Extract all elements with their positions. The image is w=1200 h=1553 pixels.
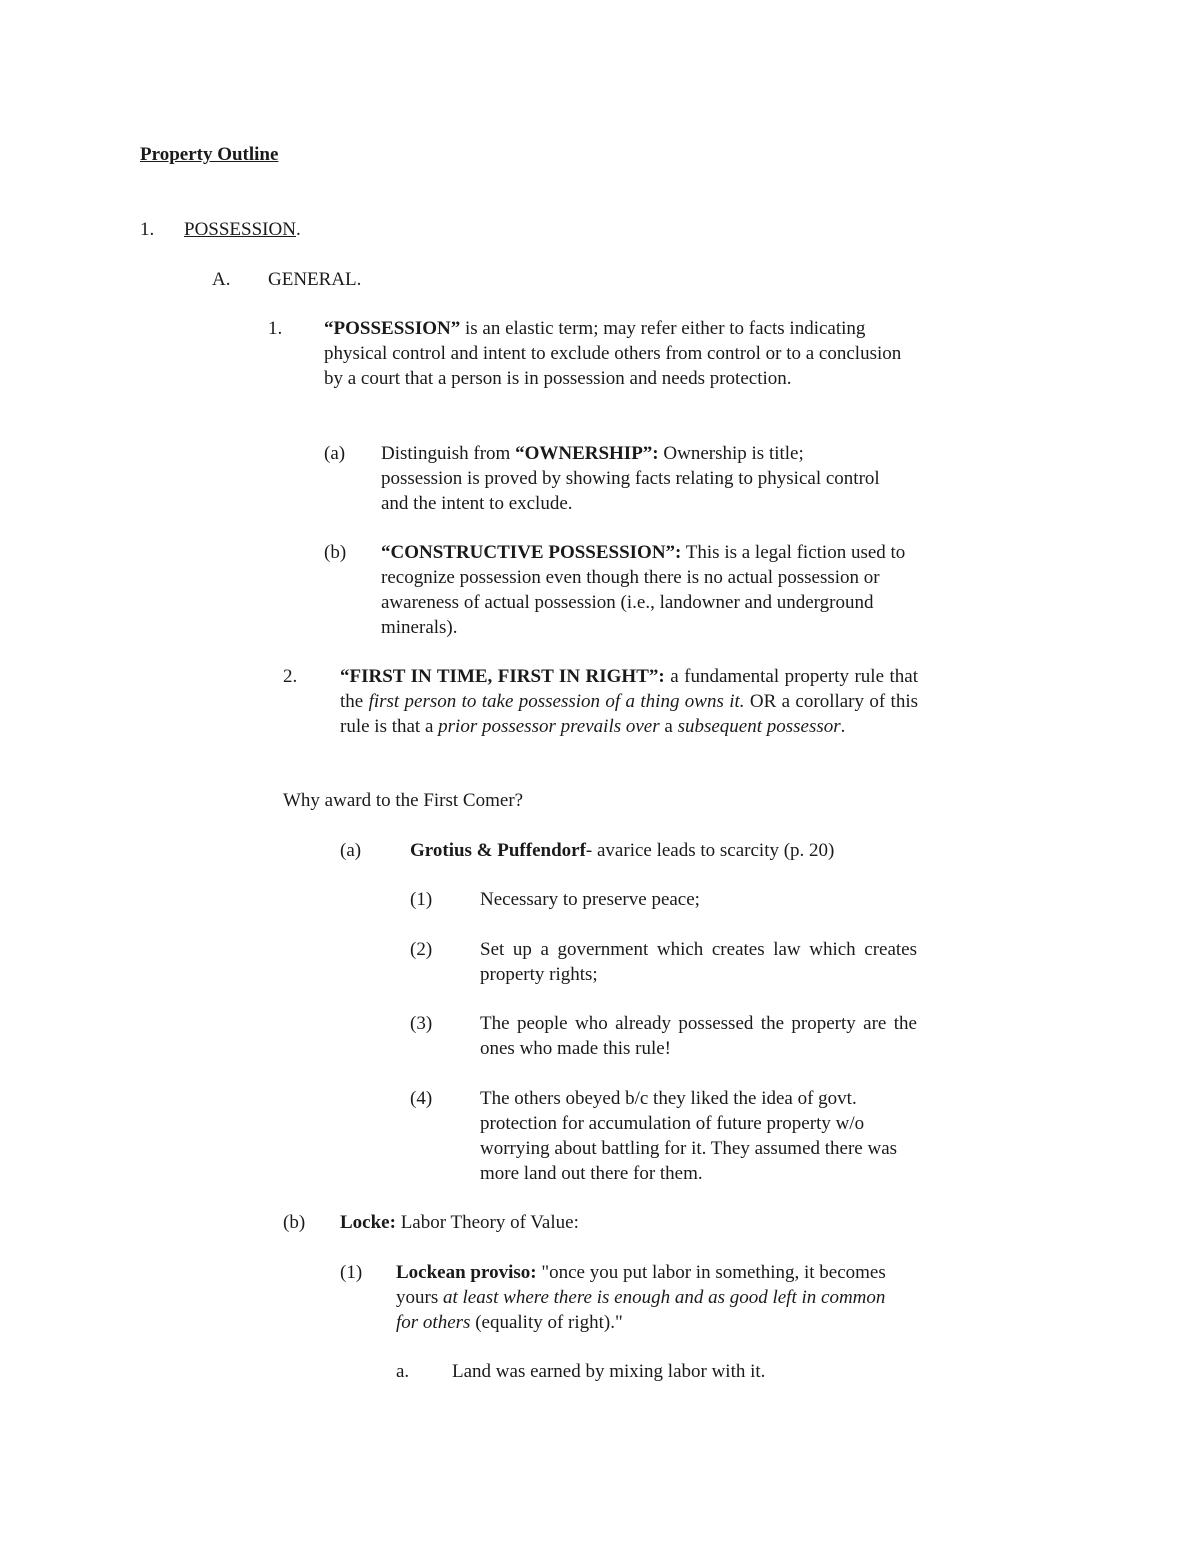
section-1-number: 1. xyxy=(140,219,155,240)
section-1-tail: . xyxy=(295,219,301,240)
item-1a-term: “OWNERSHIP”: xyxy=(515,443,659,464)
item-2-number: 2. xyxy=(283,666,298,687)
item-2-emph1: first person to take possession of a thing owns it. xyxy=(368,691,745,712)
locke-body: Labor Theory of Value: xyxy=(395,1212,579,1233)
item-2-emph2: prior possessor prevails over xyxy=(438,716,660,737)
grotius-3-marker: (3) xyxy=(410,1013,433,1034)
section-1-heading xyxy=(184,217,301,242)
grotius-4-marker: (4) xyxy=(410,1088,433,1109)
item-1b-text xyxy=(381,540,921,640)
lockean-proviso-marker: (1) xyxy=(340,1262,363,1283)
item-1a-text xyxy=(381,441,889,516)
item-1-term: “POSSESSION” xyxy=(324,318,461,339)
item-1a-marker: (a) xyxy=(324,443,346,464)
item-1a-body: Ownership is title; possession is proved by showing facts relating to physical control and the intent to exclude. xyxy=(381,443,880,514)
item-2-part1: a fundamental property rule that the xyxy=(340,666,919,712)
section-1-label: POSSESSION xyxy=(184,219,296,240)
lockean-proviso-emph: at least where there is enough and as good left in common for others xyxy=(396,1287,886,1333)
locke-term: Locke: xyxy=(340,1212,396,1233)
item-1a-pre: Distinguish from xyxy=(381,443,516,464)
item-2-emph3: subsequent possessor xyxy=(677,716,841,737)
grotius-1-text: Necessary to preserve peace; xyxy=(480,889,700,910)
item-2-part4: . xyxy=(840,716,846,737)
item-1-body: is an elastic term; may refer either to facts indicating physical control and intent to exclude others from control or to a conclusion by a court that a person is in possession and needs protection. xyxy=(324,318,902,389)
item-2-term: “FIRST IN TIME, FIRST IN RIGHT”: xyxy=(340,666,665,687)
lockean-a-marker: a. xyxy=(396,1361,410,1382)
grotius-term: Grotius & Puffendorf xyxy=(410,840,586,861)
lockean-proviso-part2: (equality of right)." xyxy=(470,1312,623,1333)
item-1-number: 1. xyxy=(268,318,283,339)
lockean-a-text: Land was earned by mixing labor with it. xyxy=(452,1361,766,1382)
subsection-a-letter: A. xyxy=(212,269,231,290)
grotius-2-marker: (2) xyxy=(410,939,433,960)
item-1-text xyxy=(324,316,924,391)
grotius-2-text: Set up a government which creates law which creates property rights; xyxy=(480,939,917,985)
item-1b-term: “CONSTRUCTIVE POSSESSION”: xyxy=(381,542,682,563)
page-title: Property Outline xyxy=(140,144,279,165)
grotius-text xyxy=(410,838,834,863)
lockean-proviso-text xyxy=(396,1260,908,1335)
lockean-proviso-term: Lockean proviso: xyxy=(396,1262,537,1283)
item-2-text xyxy=(340,664,918,739)
item-1b-body: This is a legal fiction used to recognize possession even though there is no actual possession or awareness of actual possession (i.e., landowner and underground minerals). xyxy=(381,542,906,638)
why-question: Why award to the First Comer? xyxy=(283,790,524,811)
grotius-body: - avarice leads to scarcity (p. 20) xyxy=(585,840,835,861)
item-2-part3: a xyxy=(659,716,678,737)
grotius-3-text: The people who already possessed the property are the ones who made this rule! xyxy=(480,1013,917,1059)
grotius-1-marker: (1) xyxy=(410,889,433,910)
grotius-4-text: The others obeyed b/c they liked the idea of govt. protection for accumulation of future property w/o worrying about battling for it. They assumed there was more land out there for them. xyxy=(480,1088,898,1184)
locke-text xyxy=(340,1210,579,1235)
lockean-proviso-part1: "once you put labor in something, it becomes yours xyxy=(396,1262,886,1308)
grotius-marker: (a) xyxy=(340,840,362,861)
item-1b-marker: (b) xyxy=(324,542,347,563)
locke-marker: (b) xyxy=(283,1212,306,1233)
item-2-part2: OR a corollary of this rule is that a xyxy=(340,691,919,737)
subsection-a-heading: GENERAL. xyxy=(268,269,362,290)
